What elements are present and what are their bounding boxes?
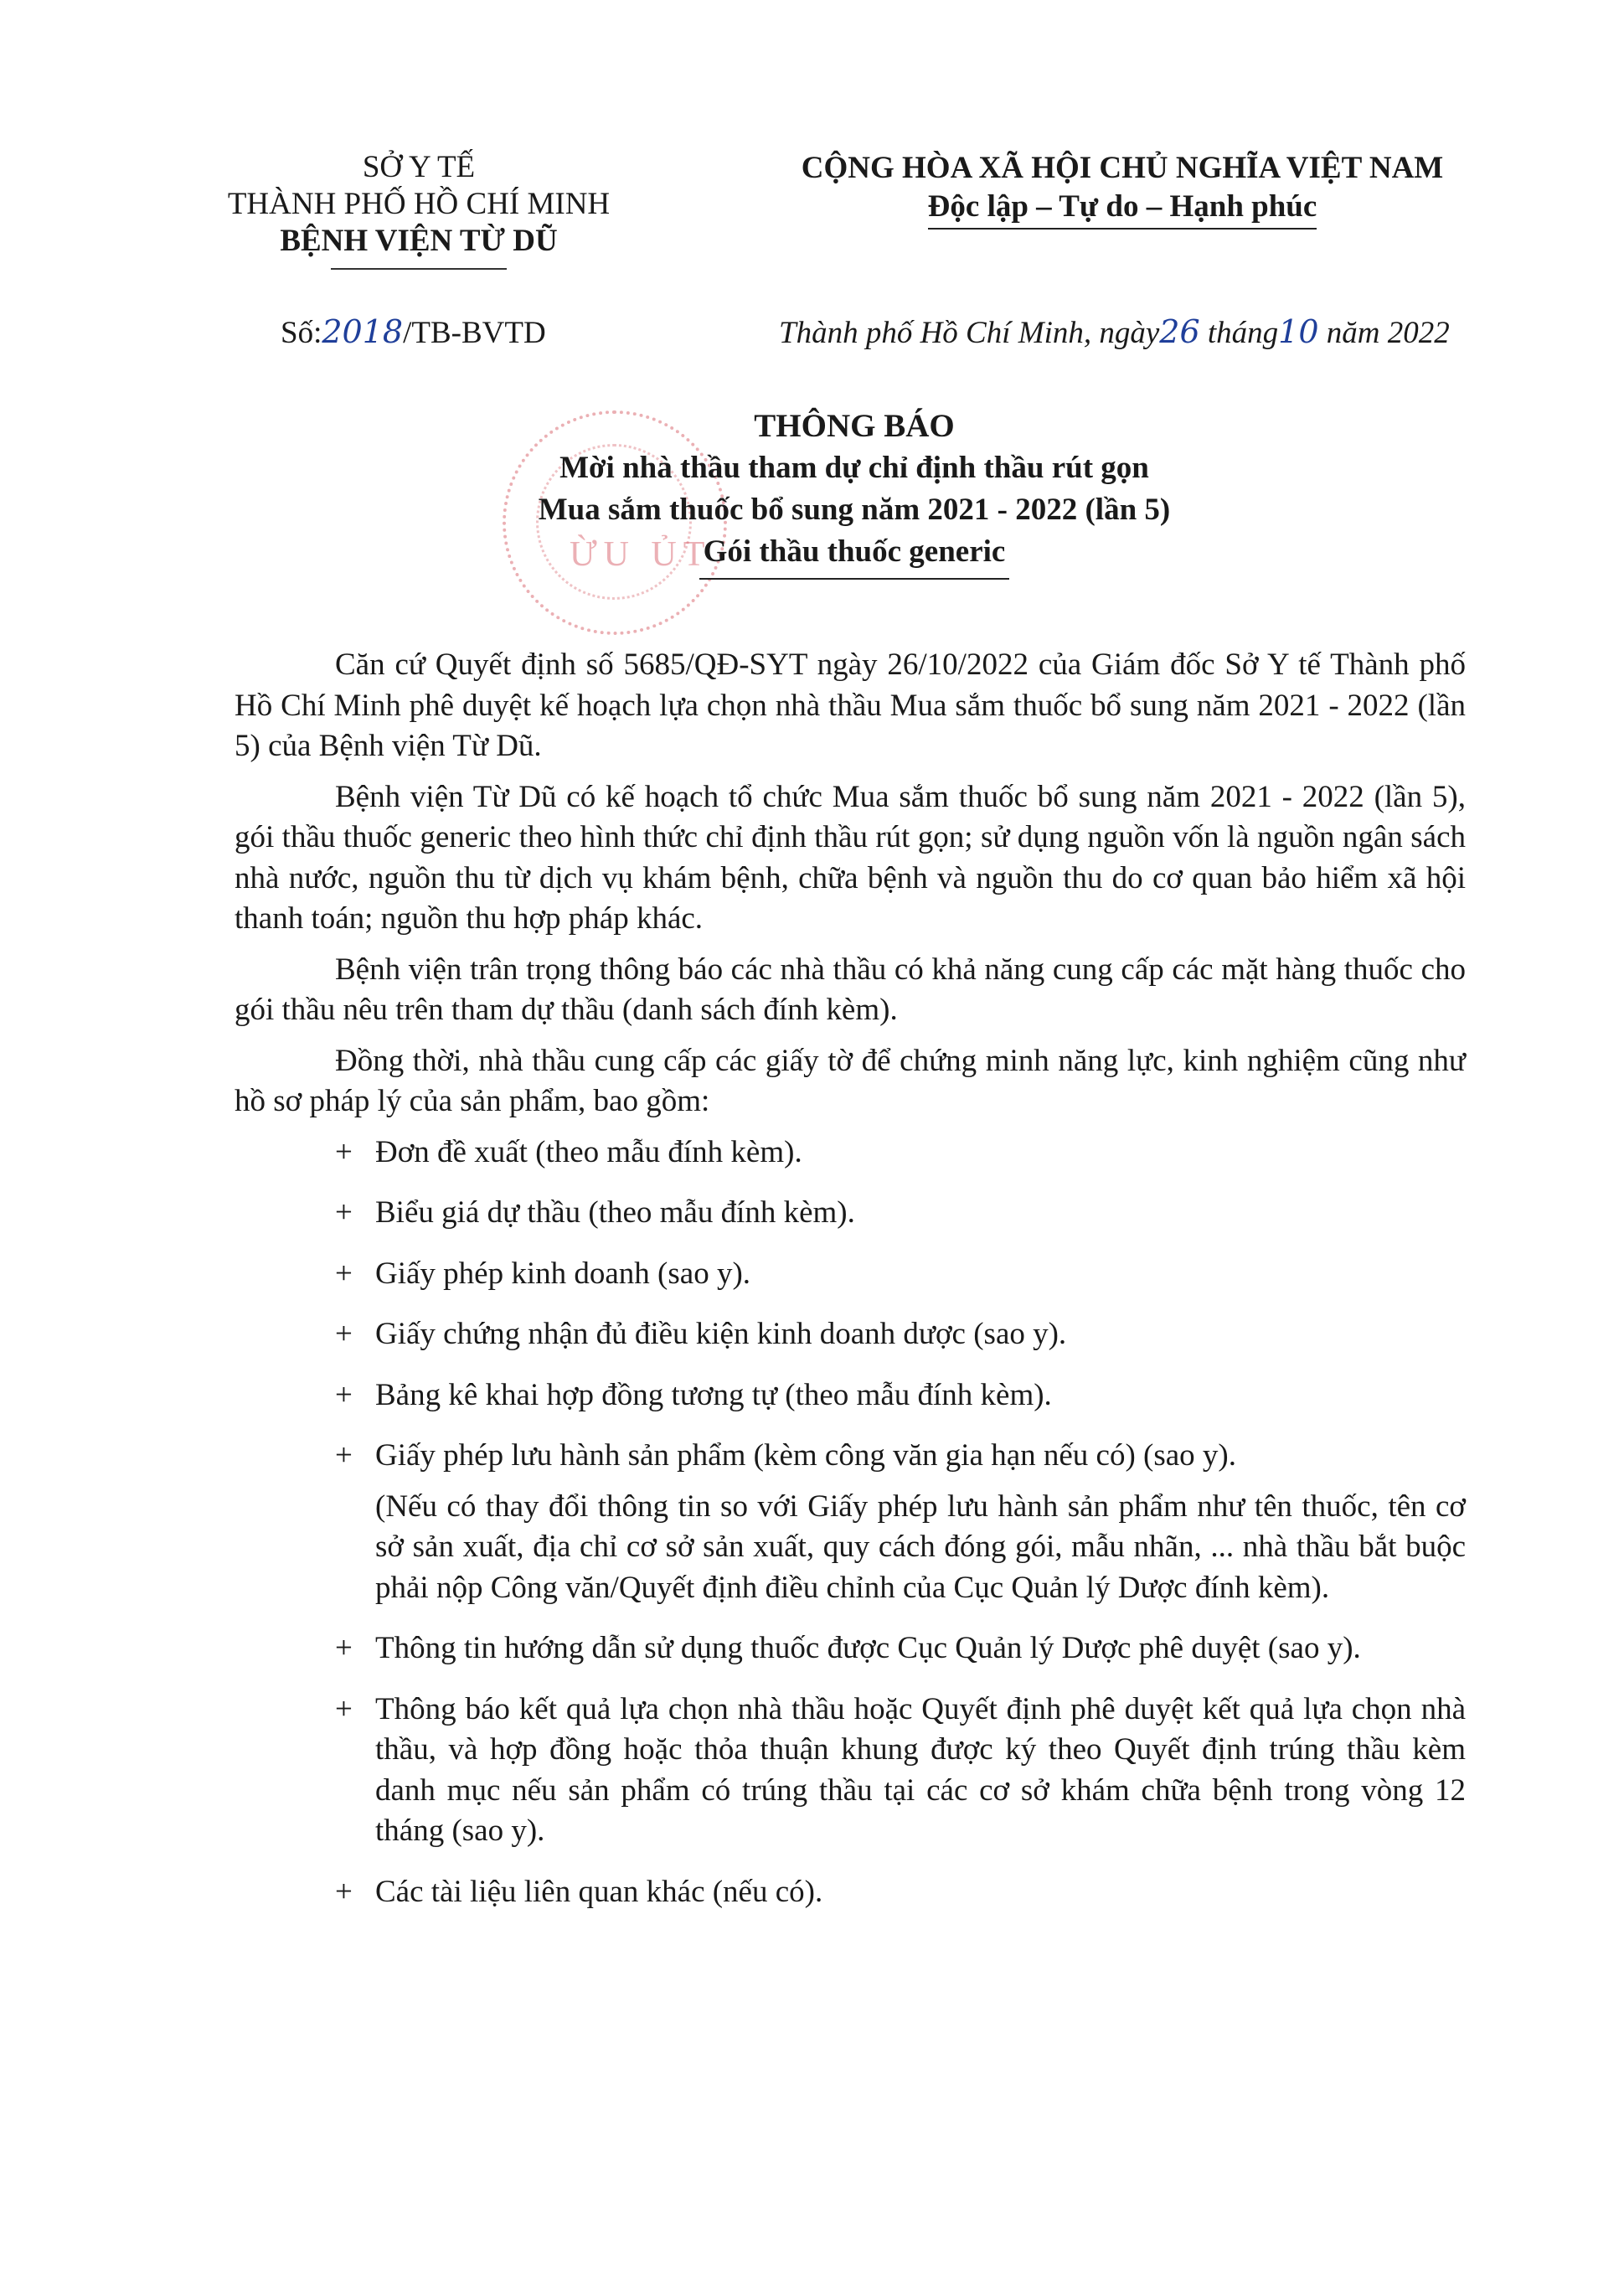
org-line-1: SỞ Y TẾ (362, 150, 476, 184)
document-number (281, 313, 546, 351)
org-line-2: THÀNH PHỐ HỒ CHÍ MINH (227, 187, 611, 221)
list-item (235, 1375, 1466, 1416)
national-heading (720, 149, 1524, 230)
plus-marker: + (335, 1377, 353, 1412)
list-item-text: Thông báo kết quả lựa chọn nhà thầu hoặc Quyết định phê duyệt kết quả lựa chọn nhà thầu, và hợp đồng hoặc thỏa thuận khung được ký theo Quyết định trúng thầu kèm danh mục nếu sản phẩm có trúng thầu tại các cơ sở khám chữa bệnh trong vòng 12 tháng (sao y). (375, 1691, 1466, 1848)
title-underline (699, 578, 1009, 580)
plus-marker: + (335, 1874, 353, 1909)
date-part-1: Thành phố Hồ Chí Minh, ngày (779, 316, 1160, 350)
list-item (235, 1628, 1466, 1669)
list-item-text: Giấy phép kinh doanh (sao y). (375, 1256, 751, 1291)
plus-marker: + (335, 1256, 353, 1291)
plus-marker: + (335, 1134, 353, 1169)
list-item (235, 1193, 1466, 1234)
date-month-handwritten: 10 (1278, 313, 1319, 350)
red-stamp-text: ỪU ỦT (570, 535, 712, 574)
plus-marker: + (335, 1438, 353, 1473)
list-item (235, 1314, 1466, 1355)
list-item-text: Đơn đề xuất (theo mẫu đính kèm). (375, 1134, 802, 1169)
date-part-3: năm 2022 (1326, 316, 1450, 350)
license-change-note: (Nếu có thay đổi thông tin so với Giấy phép lưu hành sản phẩm như tên thuốc, tên cơ sở sản xuất, địa chỉ cơ sở sản xuất, quy cách đóng gói, mẫu nhãn, ... nhà thầu bắt buộc phải nộp Công văn/Quyết định điều chỉnh của Cục Quản lý Dược đính kèm). (375, 1489, 1466, 1605)
notice-body (235, 645, 1466, 1932)
date-day-handwritten: 26 (1159, 313, 1200, 350)
doc-number-handwritten: 2018 (322, 313, 404, 350)
doc-number-prefix: Số: (281, 316, 322, 350)
date-line (779, 313, 1450, 351)
nation-name: CỘNG HÒA XÃ HỘI CHỦ NGHĨA VIỆT NAM (801, 151, 1444, 185)
list-item-text: Biểu giá dự thầu (theo mẫu đính kèm). (375, 1195, 855, 1230)
list-item-text: Giấy chứng nhận đủ điều kiện kinh doanh dược (sao y). (375, 1317, 1067, 1351)
paragraph-4: Đồng thời, nhà thầu cung cấp các giấy tờ để chứng minh năng lực, kinh nghiệm cũng như hồ sơ pháp lý của sản phẩm, bao gồm: (235, 1043, 1466, 1118)
list-item-text: Giấy phép lưu hành sản phẩm (kèm công văn gia hạn nếu có) (sao y). (375, 1438, 1236, 1473)
list-item (235, 1436, 1466, 1477)
title-line-4: Gói thầu thuốc generic (703, 534, 1006, 569)
title-line-3: Mua sắm thuốc bổ sung năm 2021 - 2022 (lần 5) (538, 493, 1171, 527)
list-item (235, 1872, 1466, 1913)
list-item-text: Thông tin hướng dẫn sử dụng thuốc được Cục Quản lý Dược phê duyệt (sao y). (375, 1631, 1361, 1665)
doc-number-suffix: /TB-BVTD (403, 316, 546, 350)
plus-marker: + (335, 1195, 353, 1230)
national-motto: Độc lập – Tự do – Hạnh phúc (928, 188, 1317, 230)
plus-marker: + (335, 1691, 353, 1726)
list-item (235, 1254, 1466, 1295)
list-item-text: Bảng kê khai hợp đồng tương tự (theo mẫu đính kèm). (375, 1377, 1052, 1412)
date-part-2: tháng (1207, 316, 1279, 350)
required-documents-list (235, 1133, 1466, 1477)
list-item (235, 1690, 1466, 1852)
paragraph-3: Bệnh viện trân trọng thông báo các nhà thầu có khả năng cung cấp các mặt hàng thuốc cho gói thầu nêu trên tham dự thầu (danh sách đính kèm). (235, 952, 1466, 1027)
paragraph-1: Căn cứ Quyết định số 5685/QĐ-SYT ngày 26/10/2022 của Giám đốc Sở Y tế Thành phố Hồ Chí Minh phê duyệt kế hoạch lựa chọn nhà thầu Mua sắm thuốc bổ sung năm 2021 - 2022 (lần 5) của Bệnh viện Từ Dũ. (235, 648, 1466, 763)
title-line-2: Mời nhà thầu tham dự chỉ định thầu rút gọn (559, 451, 1149, 485)
plus-marker: + (335, 1317, 353, 1351)
list-item (235, 1133, 1466, 1174)
org-line-3: BỆNH VIỆN TỪ DŨ (280, 224, 558, 258)
list-item-text: Các tài liệu liên quan khác (nếu có). (375, 1874, 823, 1909)
notice-title (394, 405, 1315, 580)
org-underline (331, 268, 507, 270)
issuing-organization (201, 149, 637, 270)
title-main: THÔNG BÁO (754, 408, 955, 444)
paragraph-2: Bệnh viện Từ Dũ có kế hoạch tổ chức Mua sắm thuốc bổ sung năm 2021 - 2022 (lần 5), gói thầu thuốc generic theo hình thức chỉ định thầu rút gọn; sử dụng nguồn vốn là nguồn ngân sách nhà nước, nguồn thu từ dịch vụ khám bệnh, chữa bệnh và nguồn thu do cơ quan bảo hiểm xã hội thanh toán; nguồn thu hợp pháp khác. (235, 779, 1466, 936)
required-documents-list-continued (235, 1628, 1466, 1912)
plus-marker: + (335, 1631, 353, 1665)
